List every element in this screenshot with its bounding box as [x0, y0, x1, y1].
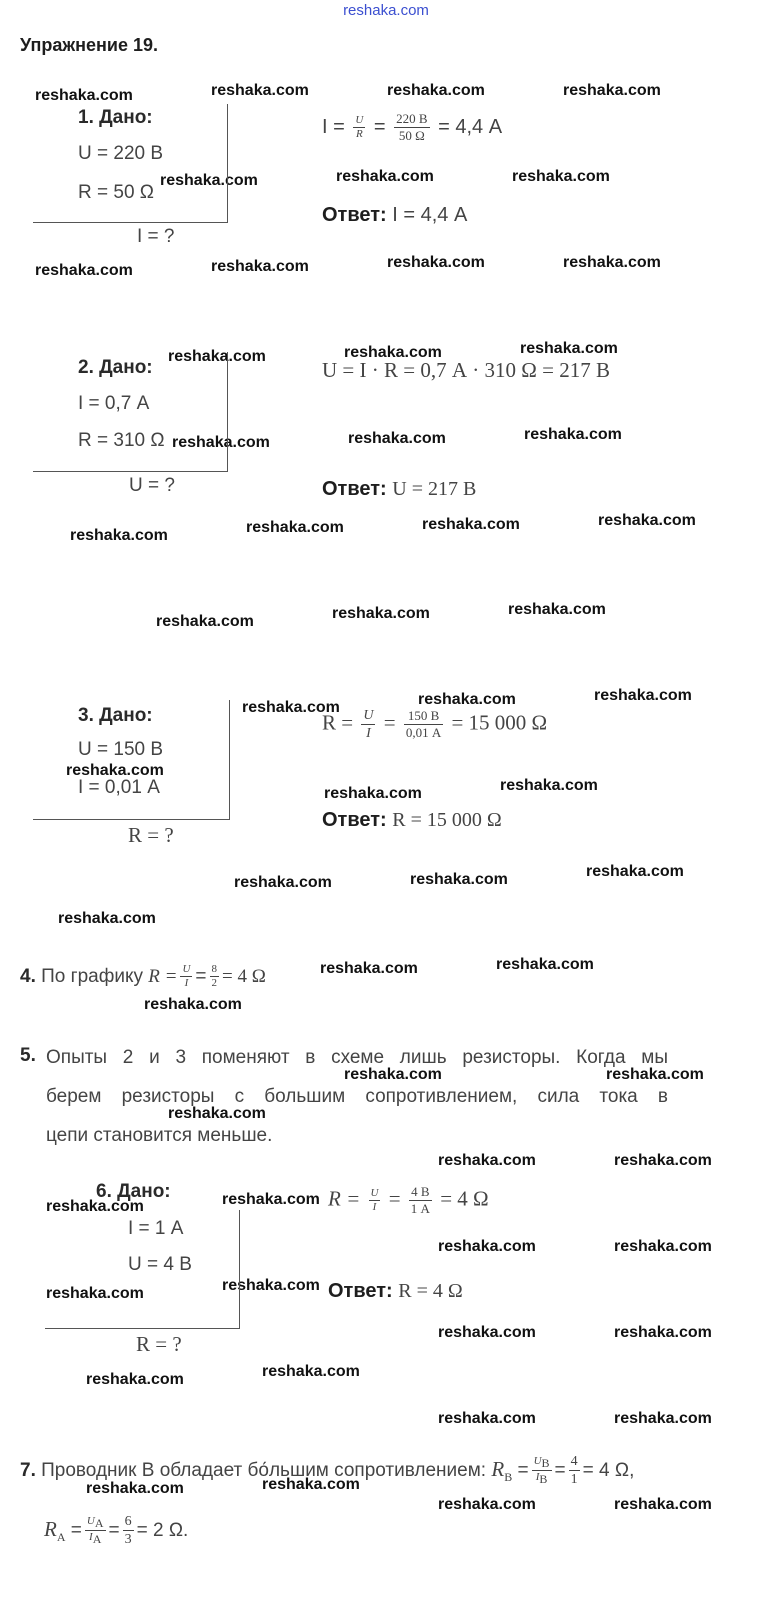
given-divider [227, 352, 228, 471]
watermark: reshaka.com [563, 82, 661, 99]
watermark: reshaka.com [35, 262, 133, 279]
answer [322, 478, 476, 501]
formula-lhs: R = [322, 710, 354, 735]
value-fraction: $\frac{220 В}{50 \Omega}$ [396, 111, 428, 143]
watermark: reshaka.com [58, 910, 156, 927]
formula-result: = 4 Ω, [582, 1460, 635, 1481]
problem-7-line-1: 7. Проводник В обладает бо́льшим сопротивлением: $R_В$ = $\frac{U_В}{I_В}$ = $\frac{4}{1}$ = 4 Ω, [20, 1454, 635, 1488]
answer-label: Ответ: [322, 809, 387, 831]
watermark: reshaka.com [144, 996, 242, 1013]
formula: I = $\frac{U}{R}$ = $\frac{220 В}{50 \Omega}$ = 4,4 А [322, 111, 503, 143]
answer-value: R = 15 000 Ω [392, 809, 502, 831]
given-value: U = 4 В [128, 1254, 192, 1275]
watermark: reshaka.com [438, 1238, 536, 1255]
watermark: reshaka.com [46, 1285, 144, 1302]
problem-7-line-2: $R_А$ = $\frac{U_А}{I_А}$ = $\frac{6}{3}$ = 2 Ω. [44, 1514, 189, 1548]
watermark: reshaka.com [563, 254, 661, 271]
watermark: reshaka.com [211, 82, 309, 99]
watermark: reshaka.com [86, 1480, 184, 1497]
value-fraction: $\frac{8}{2}$ [211, 963, 218, 990]
find-value: R = ? [128, 823, 174, 847]
watermark: reshaka.com [438, 1324, 536, 1341]
watermark: reshaka.com [66, 762, 164, 779]
given-divider [33, 222, 228, 223]
formula: U = I · R = 0,7 А · 310 Ω = 217 В [322, 358, 610, 382]
formula-result: = 2 Ω. [136, 1520, 189, 1541]
watermark: reshaka.com [211, 258, 309, 275]
symbol-fraction: $\frac{U}{I}$ [182, 963, 191, 990]
given-value: I = 0,01 А [78, 777, 160, 798]
answer-label: Ответ: [322, 478, 387, 500]
symbol-fraction: $\frac{U}{I}$ [363, 708, 374, 741]
watermark: reshaka.com [262, 1476, 360, 1493]
watermark: reshaka.com [246, 519, 344, 536]
watermark: reshaka.com [496, 956, 594, 973]
symbol-fraction: $\frac{U}{I}$ [370, 1187, 379, 1213]
formula-result: = 4 Ω [222, 966, 266, 987]
watermark: reshaka.com [418, 691, 516, 708]
problem-number: 7. [20, 1460, 36, 1481]
watermark: reshaka.com [344, 344, 442, 361]
watermark: reshaka.com [222, 1277, 320, 1294]
symbol-fraction: $\frac{U}{R}$ [355, 114, 364, 140]
watermark: reshaka.com [586, 863, 684, 880]
watermark: reshaka.com [320, 960, 418, 977]
problem-text: Проводник В обладает бо́льшим сопротивлением: [41, 1460, 487, 1481]
watermark: reshaka.com [524, 426, 622, 443]
problem-text: По графику [41, 966, 143, 987]
watermark: reshaka.com [262, 1363, 360, 1380]
symbol-fraction: $\frac{U_А}{I_А}$ [86, 1515, 104, 1547]
watermark: reshaka.com [344, 1066, 442, 1083]
watermark: reshaka.com [598, 512, 696, 529]
given-value: I = 1 А [128, 1218, 184, 1239]
answer [322, 809, 502, 832]
watermark: reshaka.com [336, 168, 434, 185]
watermark: reshaka.com [614, 1410, 712, 1427]
problem-number: 5. [20, 1045, 36, 1066]
watermark: reshaka.com [324, 785, 422, 802]
given-value: U = 150 В [78, 739, 164, 760]
watermark: reshaka.com [500, 777, 598, 794]
answer [322, 204, 467, 227]
problem-4: 4. По графику R = $\frac{U}{I}$ = $\frac{8}{2}$ = 4 Ω [20, 963, 266, 990]
watermark: reshaka.com [86, 1371, 184, 1388]
value-fraction: $\frac{4}{1}$ [570, 1454, 578, 1488]
find-value: R = ? [136, 1332, 182, 1356]
given-heading: 6. Дано: [96, 1181, 171, 1202]
watermark: reshaka.com [614, 1496, 712, 1513]
watermark: reshaka.com [172, 434, 270, 451]
given-divider [227, 104, 228, 222]
watermark: reshaka.com [410, 871, 508, 888]
watermark: reshaka.com [168, 1105, 266, 1122]
find-value: I = ? [137, 226, 175, 247]
given-heading: 2. Дано: [78, 357, 153, 378]
formula-lhs: R = [148, 966, 178, 987]
answer [328, 1280, 463, 1303]
value-fraction: $\frac{150 В}{0,01 А}$ [405, 708, 442, 740]
watermark: reshaka.com [614, 1238, 712, 1255]
given-divider [45, 1328, 240, 1329]
formula-result: = 15 000 Ω [451, 710, 548, 735]
formula-result: = 4,4 А [438, 115, 503, 138]
watermark: reshaka.com [242, 699, 340, 716]
watermark: reshaka.com [387, 254, 485, 271]
formula: R = $\frac{U}{I}$ = $\frac{150 В}{0,01 А}$ = 15 000 Ω [322, 708, 548, 741]
given-heading: 1. Дано: [78, 107, 153, 128]
watermark: reshaka.com [46, 1198, 144, 1215]
watermark: reshaka.com [348, 430, 446, 447]
problem-number: 4. [20, 966, 36, 987]
watermark: reshaka.com [156, 613, 254, 630]
watermark: reshaka.com [438, 1152, 536, 1169]
watermark: reshaka.com [387, 82, 485, 99]
formula-lhs: I = [322, 115, 345, 138]
watermark: reshaka.com [520, 340, 618, 357]
symbol-fraction: $\frac{U_В}{I_В}$ [533, 1455, 550, 1487]
find-value: U = ? [129, 475, 175, 496]
site-header-link[interactable]: reshaka.com [343, 2, 429, 19]
formula: R = $\frac{U}{I}$ = $\frac{4 В}{1 А}$ = 4 Ω [328, 1184, 489, 1216]
page-title: Упражнение 19. [20, 35, 159, 55]
given-divider [239, 1210, 240, 1328]
watermark: reshaka.com [438, 1410, 536, 1427]
watermark: reshaka.com [614, 1324, 712, 1341]
given-divider [229, 700, 230, 819]
given-value: R = 310 Ω [78, 430, 165, 451]
watermark: reshaka.com [332, 605, 430, 622]
answer-value: U = 217 В [392, 478, 477, 500]
given-value: I = 0,7 А [78, 393, 150, 414]
given-value: U = 220 В [78, 143, 164, 164]
watermark: reshaka.com [222, 1191, 320, 1208]
watermark: reshaka.com [438, 1496, 536, 1513]
watermark: reshaka.com [422, 516, 520, 533]
value-fraction: $\frac{6}{3}$ [124, 1514, 132, 1548]
answer-value: I = 4,4 А [392, 204, 468, 226]
watermark: reshaka.com [512, 168, 610, 185]
watermark: reshaka.com [606, 1066, 704, 1083]
watermark: reshaka.com [35, 87, 133, 104]
given-heading: 3. Дано: [78, 705, 153, 726]
answer-label: Ответ: [322, 204, 387, 226]
answer-value: R = 4 Ω [398, 1280, 463, 1302]
given-divider [33, 471, 228, 472]
watermark: reshaka.com [594, 687, 692, 704]
given-value: R = 50 Ω [78, 182, 154, 203]
watermark: reshaka.com [508, 601, 606, 618]
answer-label: Ответ: [328, 1280, 393, 1302]
watermark: reshaka.com [168, 348, 266, 365]
watermark: reshaka.com [70, 527, 168, 544]
formula-lhs: R = [328, 1186, 361, 1211]
watermark: reshaka.com [614, 1152, 712, 1169]
watermark: reshaka.com [160, 172, 258, 189]
formula-result: = 4 Ω [440, 1186, 489, 1211]
watermark: reshaka.com [234, 874, 332, 891]
value-fraction: $\frac{4 В}{1 А}$ [410, 1184, 430, 1216]
given-divider [33, 819, 230, 820]
problem-text: Опыты 2 и 3 поменяют в схеме лишь резисторы. Когда мы берем резисторы с большим сопротивлением, сила тока в цепи становится меньше. [46, 1047, 668, 1146]
